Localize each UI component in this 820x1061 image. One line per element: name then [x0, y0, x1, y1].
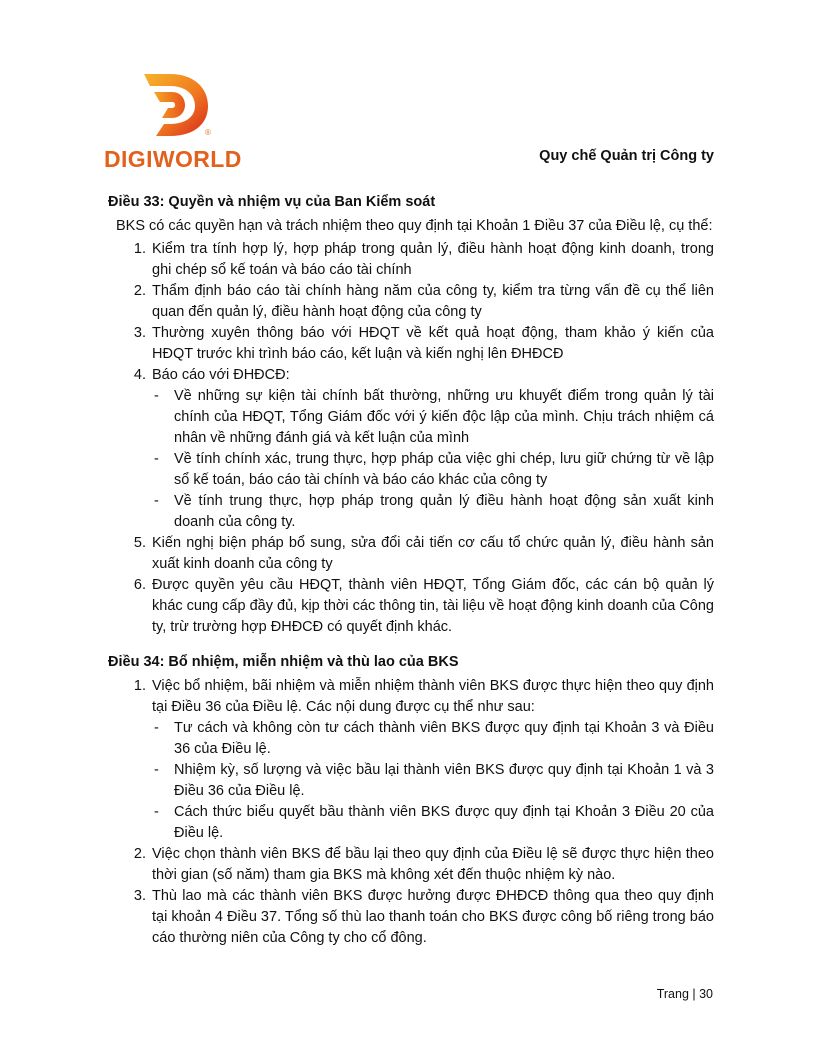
sub-list-item: - Cách thức biểu quyết bầu thành viên BKS được quy định tại Khoản 3 Điều 20 của Điều lệ. — [154, 804, 714, 841]
list-item: 2. Việc chọn thành viên BKS để bầu lại theo quy định của Điều lệ sẽ được thực hiện theo thời gian (số năm) tham gia BKS mà không xét đến thuộc nhiệm kỳ nào. — [133, 846, 714, 883]
list-item: 1. Kiểm tra tính hợp lý, hợp pháp trong quản lý, điều hành hoạt động kinh doanh, trong ghi chép sổ kế toán và báo cáo tài chính — [133, 241, 714, 278]
sub-list-item: - Về tính chính xác, trung thực, hợp pháp của việc ghi chép, lưu giữ chứng từ về lập sổ kế toán, báo cáo tài chính và báo cáo khác của công ty — [154, 451, 714, 488]
logo-wordmark: DIGIWORLD — [104, 146, 242, 172]
sub-list-item: - Tư cách và không còn tư cách thành viên BKS được quy định tại Khoản 3 và Điều 36 của Điều lệ. — [154, 720, 714, 757]
company-logo — [104, 72, 254, 172]
document-body — [108, 192, 714, 949]
list-item: 5. Kiến nghị biện pháp bổ sung, sửa đổi cải tiến cơ cấu tổ chức quản lý, điều hành sản xuất kinh doanh của công ty — [133, 535, 714, 572]
document-title: Quy chế Quản trị Công ty — [539, 148, 714, 164]
list-item: 3. Thù lao mà các thành viên BKS được hưởng được ĐHĐCĐ thông qua theo quy định tại khoản 4 Điều 37. Tổng số thù lao thanh toán cho BKS được công bố riêng trong báo cáo thường niên của Công ty cho cổ đông. — [133, 888, 714, 946]
sub-list-item: - Nhiệm kỳ, số lượng và việc bầu lại thành viên BKS được quy định tại Khoản 1 và 3 Điều 36 của Điều lệ. — [154, 762, 714, 799]
list-item: 4. Báo cáo với ĐHĐCĐ: — [133, 367, 290, 383]
digiworld-d-icon — [140, 72, 210, 138]
sub-list-item: - Về tính trung thực, hợp pháp trong quản lý điều hành hoạt động sản xuất kinh doanh của công ty. — [154, 493, 714, 530]
article-33-intro: BKS có các quyền hạn và trách nhiệm theo quy định tại Khoản 1 Điều 37 của Điều lệ, cụ thể: — [116, 218, 713, 234]
article-34-heading: Điều 34: Bổ nhiệm, miễn nhiệm và thù lao của BKS — [108, 654, 459, 670]
list-item: 2. Thẩm định báo cáo tài chính hàng năm của công ty, kiểm tra từng vấn đề cụ thể liên quan đến quản lý, điều hành hoạt động của công ty — [133, 283, 714, 320]
list-item: 1. Việc bổ nhiệm, bãi nhiệm và miễn nhiệm thành viên BKS được thực hiện theo quy định tại Điều 36 của Điều lệ. Các nội dung được cụ thể như sau: — [133, 678, 714, 715]
section-gap — [108, 638, 714, 652]
article-34-list — [108, 676, 714, 949]
list-item: 6. Được quyền yêu cầu HĐQT, thành viên HĐQT, Tổng Giám đốc, các cán bộ quản lý khác cung cấp đầy đủ, kịp thời các thông tin, tài liệu về hoạt động kinh doanh của Công ty, trừ trường hợp ĐHĐCĐ có quyết định khác. — [133, 577, 714, 635]
sub-list-item: - Về những sự kiện tài chính bất thường, những ưu khuyết điểm trong quản lý tài chính của HĐQT, Tổng Giám đốc với ý kiến độc lập của mình. Chịu trách nhiệm cá nhân về những đánh giá và kết luận của mình — [154, 388, 714, 446]
page-number: Trang | 30 — [656, 987, 713, 1001]
registered-mark: ® — [205, 128, 211, 137]
article-33-list — [108, 239, 714, 638]
list-item: 3. Thường xuyên thông báo với HĐQT về kết quả hoạt động, tham khảo ý kiến của HĐQT trước khi trình báo cáo, kết luận và kiến nghị lên ĐHĐCĐ — [133, 325, 714, 362]
article-33-heading: Điều 33: Quyền và nhiệm vụ của Ban Kiểm soát — [108, 194, 436, 210]
